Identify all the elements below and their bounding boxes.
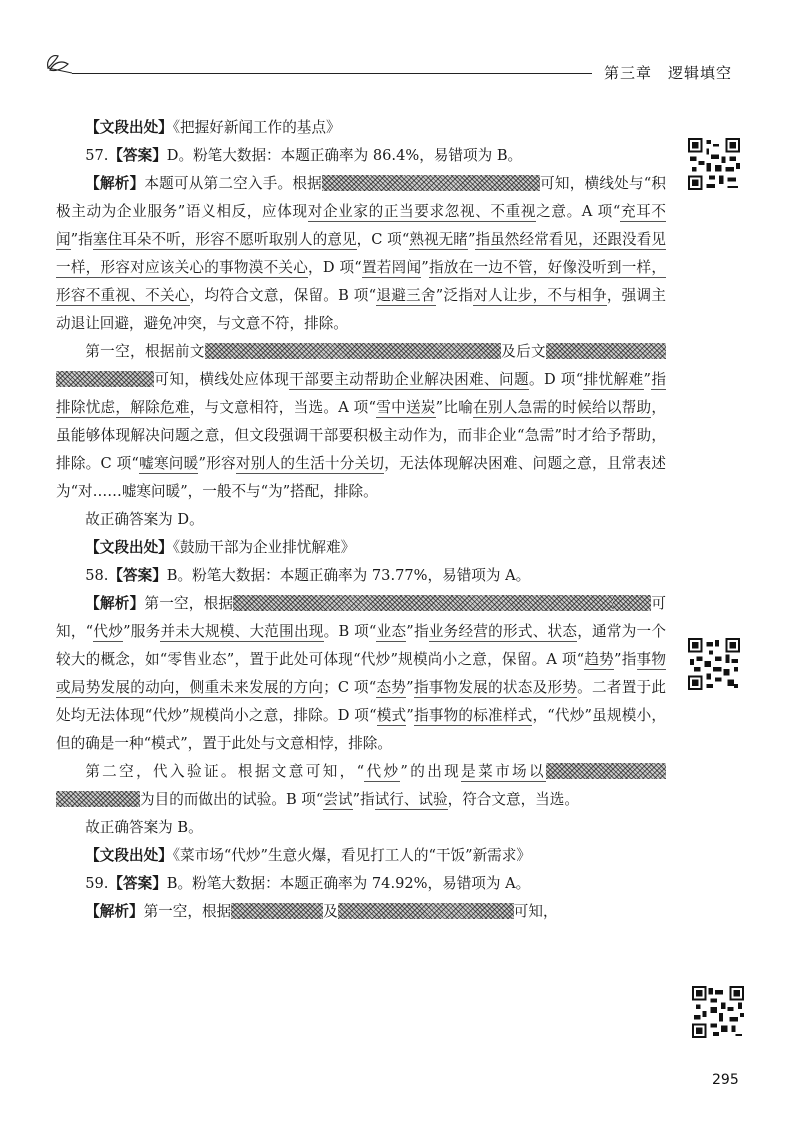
page-header bbox=[0, 0, 800, 90]
redacted-text bbox=[233, 595, 613, 611]
analysis-58-second-blank: 第二空，代入验证。根据文意可知，“代炒”的出现是菜市场以为目的而做出的试验。B 项“尝试”指试行、试验，符合文意，当选。 bbox=[56, 758, 666, 814]
conclusion-57: 故正确答案为 D。 bbox=[85, 511, 204, 528]
redacted-text bbox=[231, 903, 323, 919]
page-content bbox=[56, 114, 666, 926]
redacted-text bbox=[546, 343, 666, 359]
redacted-text bbox=[205, 343, 501, 359]
redacted-text bbox=[613, 595, 651, 611]
source-58-citation: 【文段出处】《菜市场“代炒”生意火爆，看见打工人的“干饭”新需求》 bbox=[85, 847, 531, 864]
conclusion-58: 故正确答案为 B。 bbox=[85, 819, 203, 836]
analysis-57-first-blank: 第一空，根据前文 及后文可知，横线处应体现干部要主动帮助企业解决困难、问题。D 项“排忧解难”指排除忧虑，解除危难，与文意相符，当选。A 项“雪中送炭”比喻在别人急需的时候给以帮助，虽能够体现解决问题之意，但文段强调干部要积极主动作为，而非企业“急需”时才给予帮助，排除。C 项“嘘寒问暖”形容对别人的生活十分关切，无法体现解决困难、问题之意，且常表述为“对……嘘寒问暖”，一般不与“为”搭配，排除。 bbox=[56, 343, 666, 500]
leaf-ornament-icon bbox=[44, 50, 72, 74]
redacted-text bbox=[322, 175, 540, 191]
qr-code-icon[interactable] bbox=[688, 138, 740, 190]
answer-59: 59.【答案】B。粉笔大数据：本题正确率为 74.92%，易错项为 A。 bbox=[85, 875, 531, 892]
answer-58: 58.【答案】B。粉笔大数据：本题正确率为 73.77%，易错项为 A。 bbox=[85, 567, 531, 584]
source-57: 【文段出处】《把握好新闻工作的基点》 bbox=[85, 119, 341, 136]
analysis-58: 【解析】第一空，根据 可知，“代炒”服务并未大规模、大范围出现。B 项“业态”指业务经营的形式、状态，通常为一个较大的概念，如“零售业态”，置于此处可体现“代炒”规模尚小之意，保留。A 项“趋势”指事物或局势发展的动向，侧重未来发展的方向；C 项“态势”指事物发展的状态及形势。二者置于此处均无法体现“代炒”规模尚小之意，排除。D 项“模式”指事物的标准样式，“代炒”虽规模小，但的确是一种“模式”，置于此处与文意相悖，排除。 bbox=[56, 595, 666, 752]
header-rule bbox=[72, 73, 592, 74]
analysis-59: 【解析】第一空，根据 及 可知， bbox=[85, 903, 558, 920]
answer-57: 57.【答案】D。粉笔大数据：本题正确率为 86.4%，易错项为 B。 bbox=[85, 147, 523, 164]
qr-code-icon[interactable] bbox=[692, 986, 744, 1038]
redacted-text bbox=[56, 371, 154, 387]
redacted-text bbox=[338, 903, 514, 919]
qr-code-icon[interactable] bbox=[688, 638, 740, 690]
chapter-title: 第三章 逻辑填空 bbox=[604, 64, 733, 82]
redacted-text bbox=[546, 763, 666, 779]
redacted-text bbox=[56, 791, 140, 807]
analysis-57: 【解析】本题可从第二空入手。根据 可知，横线处与“积极主动为企业服务”语义相反，应体现对企业家的正当要求忽视、不重视之意。A 项“充耳不闻”指塞住耳朵不听，形容不愿听取别人的意见，C 项“熟视无睹”指虽然经常看见，还跟没看见一样，形容对应该关心的事物漠不关心，D 项“置若罔闻”指放在一边不管，好像没听到一样，形容不重视、不关心，均符合文意，保留。B 项“退避三舍”泛指对人让步，不与相争，强调主动退让回避，避免冲突，与文意不符，排除。 bbox=[56, 175, 666, 332]
page-number: 295 bbox=[712, 1072, 739, 1088]
source-58: 【文段出处】《鼓励干部为企业排忧解难》 bbox=[85, 539, 356, 556]
